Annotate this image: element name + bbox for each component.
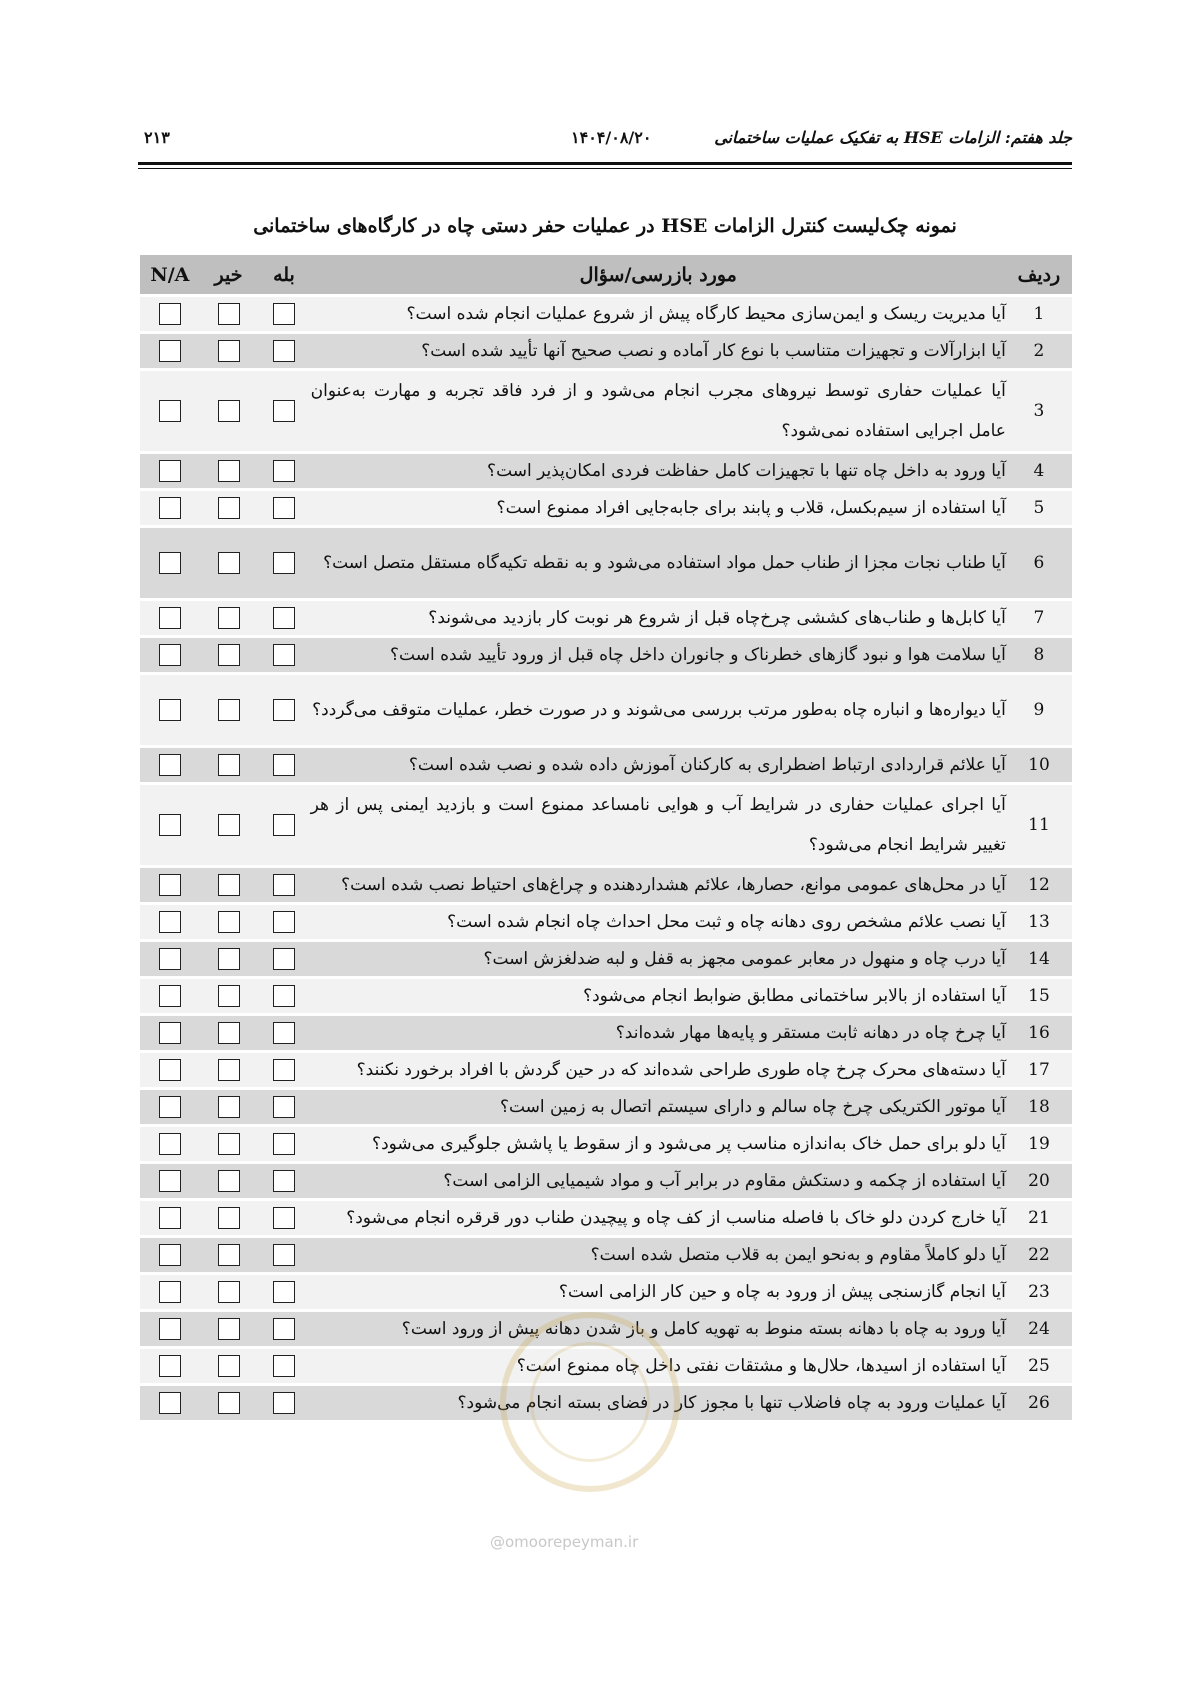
cell-yes xyxy=(257,370,310,453)
checkbox-na[interactable] xyxy=(159,607,181,629)
cell-no xyxy=(200,1274,258,1311)
cell-yes xyxy=(257,867,310,904)
cell-na xyxy=(140,1385,200,1422)
cell-no xyxy=(200,1348,258,1385)
checkbox-no[interactable] xyxy=(218,644,240,666)
inspection-question: آیا استفاده از چکمه و دستکش مقاوم در برابر آب و مواد شیمیایی الزامی است؟ xyxy=(311,1163,1006,1200)
checkbox-no[interactable] xyxy=(218,814,240,836)
checkbox-na[interactable] xyxy=(159,303,181,325)
cell-yes xyxy=(257,1052,310,1089)
inspection-question: آیا کابل‌ها و طناب‌های کششی چرخ‌چاه قبل از شروع هر نوبت کار بازدید می‌شوند؟ xyxy=(311,600,1006,637)
table-row xyxy=(140,1126,1072,1163)
checkbox-yes[interactable] xyxy=(273,985,295,1007)
page-number: ۲۱۳ xyxy=(144,128,170,147)
footer-url: @omoorepeyman.ir xyxy=(490,1533,639,1551)
checkbox-no[interactable] xyxy=(218,874,240,896)
inspection-question: آیا نصب علائم مشخص روی دهانه چاه و ثبت محل احداث چاه انجام شده است؟ xyxy=(311,904,1006,941)
checkbox-yes[interactable] xyxy=(273,303,295,325)
checkbox-na[interactable] xyxy=(159,1022,181,1044)
row-number: 9 xyxy=(1006,674,1072,747)
header-title: جلد هفتم: الزامات HSE به تفکیک عملیات ساختمانی xyxy=(714,128,1072,147)
checkbox-yes[interactable] xyxy=(273,699,295,721)
checkbox-yes[interactable] xyxy=(273,400,295,422)
cell-na xyxy=(140,867,200,904)
row-number: 1 xyxy=(1006,296,1072,333)
inspection-question: آیا استفاده از بالابر ساختمانی مطابق ضوابط انجام می‌شود؟ xyxy=(311,978,1006,1015)
row-number: 3 xyxy=(1006,370,1072,453)
table-row xyxy=(140,1015,1072,1052)
inspection-question: آیا ورود به چاه با دهانه بسته منوط به تهویه کامل و باز شدن دهانه پیش از ورود است؟ xyxy=(311,1311,1006,1348)
cell-na xyxy=(140,370,200,453)
cell-na xyxy=(140,1274,200,1311)
table-row xyxy=(140,333,1072,370)
checkbox-no[interactable] xyxy=(218,460,240,482)
checkbox-yes[interactable] xyxy=(273,1318,295,1340)
checkbox-na[interactable] xyxy=(159,1170,181,1192)
cell-yes xyxy=(257,1274,310,1311)
row-number: 12 xyxy=(1006,867,1072,904)
row-number: 26 xyxy=(1006,1385,1072,1422)
cell-na xyxy=(140,333,200,370)
checkbox-yes[interactable] xyxy=(273,340,295,362)
checkbox-na[interactable] xyxy=(159,948,181,970)
checkbox-yes[interactable] xyxy=(273,1133,295,1155)
checkbox-no[interactable] xyxy=(218,1133,240,1155)
cell-yes xyxy=(257,637,310,674)
inspection-question: آیا دلو برای حمل خاک به‌اندازه مناسب پر می‌شود و از سقوط یا پاشش جلوگیری می‌شود؟ xyxy=(311,1126,1006,1163)
row-number: 19 xyxy=(1006,1126,1072,1163)
checkbox-yes[interactable] xyxy=(273,1059,295,1081)
cell-yes xyxy=(257,333,310,370)
table-row xyxy=(140,637,1072,674)
cell-no xyxy=(200,904,258,941)
column-header-yes: بله xyxy=(257,255,310,296)
cell-no xyxy=(200,674,258,747)
checkbox-yes[interactable] xyxy=(273,911,295,933)
cell-yes xyxy=(257,1089,310,1126)
checkbox-yes[interactable] xyxy=(273,1022,295,1044)
table-row xyxy=(140,296,1072,333)
cell-yes xyxy=(257,1311,310,1348)
cell-na xyxy=(140,490,200,527)
table-row xyxy=(140,1089,1072,1126)
checkbox-yes[interactable] xyxy=(273,460,295,482)
cell-na xyxy=(140,1200,200,1237)
cell-no xyxy=(200,784,258,867)
cell-na xyxy=(140,600,200,637)
cell-na xyxy=(140,747,200,784)
inspection-question: آیا استفاده از سیم‌بکسل، قلاب و پابند برای جابه‌جایی افراد ممنوع است؟ xyxy=(311,490,1006,527)
table-row xyxy=(140,867,1072,904)
row-number: 7 xyxy=(1006,600,1072,637)
checkbox-na[interactable] xyxy=(159,552,181,574)
row-number: 20 xyxy=(1006,1163,1072,1200)
table-row xyxy=(140,370,1072,453)
checkbox-no[interactable] xyxy=(218,754,240,776)
cell-no xyxy=(200,1237,258,1274)
checkbox-na[interactable] xyxy=(159,340,181,362)
cell-yes xyxy=(257,600,310,637)
checkbox-no[interactable] xyxy=(218,1355,240,1377)
row-number: 15 xyxy=(1006,978,1072,1015)
cell-no xyxy=(200,747,258,784)
checkbox-yes[interactable] xyxy=(273,1170,295,1192)
column-header-na: N/A xyxy=(140,255,200,296)
checkbox-no[interactable] xyxy=(218,985,240,1007)
cell-no xyxy=(200,296,258,333)
checkbox-no[interactable] xyxy=(218,1318,240,1340)
checkbox-na[interactable] xyxy=(159,814,181,836)
row-number: 21 xyxy=(1006,1200,1072,1237)
cell-no xyxy=(200,1385,258,1422)
cell-na xyxy=(140,1126,200,1163)
table-row xyxy=(140,1311,1072,1348)
checkbox-na[interactable] xyxy=(159,1096,181,1118)
checkbox-no[interactable] xyxy=(218,303,240,325)
table-row xyxy=(140,1348,1072,1385)
checkbox-no[interactable] xyxy=(218,607,240,629)
table-row xyxy=(140,490,1072,527)
row-number: 13 xyxy=(1006,904,1072,941)
checkbox-na[interactable] xyxy=(159,1244,181,1266)
cell-na xyxy=(140,296,200,333)
checklist-title: نمونه چک‌لیست کنترل الزامات HSE در عملیات حفر دستی چاه در کارگاه‌های ساختمانی xyxy=(253,215,957,237)
checkbox-na[interactable] xyxy=(159,874,181,896)
column-header-row-number: ردیف xyxy=(1006,255,1072,296)
checkbox-yes[interactable] xyxy=(273,1207,295,1229)
checkbox-na[interactable] xyxy=(159,460,181,482)
cell-yes xyxy=(257,1126,310,1163)
table-row xyxy=(140,784,1072,867)
table-row xyxy=(140,1237,1072,1274)
cell-no xyxy=(200,1052,258,1089)
checkbox-no[interactable] xyxy=(218,400,240,422)
table-row xyxy=(140,527,1072,600)
checkbox-no[interactable] xyxy=(218,948,240,970)
cell-na xyxy=(140,784,200,867)
checkbox-no[interactable] xyxy=(218,552,240,574)
checkbox-na[interactable] xyxy=(159,911,181,933)
row-number: 22 xyxy=(1006,1237,1072,1274)
inspection-question: آیا دلو کاملاً مقاوم و به‌نحو ایمن به قلاب متصل شده است؟ xyxy=(311,1237,1006,1274)
row-number: 4 xyxy=(1006,453,1072,490)
cell-na xyxy=(140,1089,200,1126)
cell-yes xyxy=(257,674,310,747)
cell-no xyxy=(200,1089,258,1126)
cell-no xyxy=(200,527,258,600)
cell-no xyxy=(200,453,258,490)
cell-na xyxy=(140,1237,200,1274)
row-number: 23 xyxy=(1006,1274,1072,1311)
checkbox-no[interactable] xyxy=(218,1170,240,1192)
column-header-no: خیر xyxy=(200,255,258,296)
inspection-question: آیا عملیات حفاری توسط نیروهای مجرب انجام می‌شود و از فرد فاقد تجربه و مهارت به‌عنوان عامل اجرایی استفاده نمی‌شود؟ xyxy=(311,370,1006,453)
row-number: 17 xyxy=(1006,1052,1072,1089)
checkbox-yes[interactable] xyxy=(273,1281,295,1303)
row-number: 18 xyxy=(1006,1089,1072,1126)
checkbox-no[interactable] xyxy=(218,497,240,519)
header-rule-thin xyxy=(138,168,1072,169)
cell-yes xyxy=(257,1163,310,1200)
checkbox-no[interactable] xyxy=(218,1207,240,1229)
checkbox-na[interactable] xyxy=(159,644,181,666)
header-rule-thick xyxy=(138,162,1072,165)
checkbox-yes[interactable] xyxy=(273,754,295,776)
row-number: 24 xyxy=(1006,1311,1072,1348)
checkbox-no[interactable] xyxy=(218,1059,240,1081)
cell-no xyxy=(200,1015,258,1052)
cell-na xyxy=(140,527,200,600)
checkbox-yes[interactable] xyxy=(273,497,295,519)
cell-no xyxy=(200,1126,258,1163)
checkbox-yes[interactable] xyxy=(273,607,295,629)
inspection-question: آیا چرخ چاه در دهانه ثابت مستقر و پایه‌ها مهار شده‌اند؟ xyxy=(311,1015,1006,1052)
cell-yes xyxy=(257,784,310,867)
row-number: 10 xyxy=(1006,747,1072,784)
checkbox-no[interactable] xyxy=(218,699,240,721)
cell-na xyxy=(140,674,200,747)
cell-no xyxy=(200,1311,258,1348)
checkbox-no[interactable] xyxy=(218,1244,240,1266)
table-row xyxy=(140,453,1072,490)
inspection-question: آیا دیواره‌ها و انباره چاه به‌طور مرتب بررسی می‌شوند و در صورت خطر، عملیات متوقف می‌گردد؟ xyxy=(311,674,1006,747)
table-row xyxy=(140,1385,1072,1422)
cell-no xyxy=(200,490,258,527)
checkbox-na[interactable] xyxy=(159,754,181,776)
table-row xyxy=(140,1274,1072,1311)
page-header xyxy=(138,126,1072,152)
cell-yes xyxy=(257,1200,310,1237)
inspection-question: آیا درب چاه و منهول در معابر عمومی مجهز به قفل و لبه ضدلغزش است؟ xyxy=(311,941,1006,978)
checkbox-yes[interactable] xyxy=(273,1355,295,1377)
cell-na xyxy=(140,941,200,978)
checkbox-na[interactable] xyxy=(159,1207,181,1229)
cell-na xyxy=(140,453,200,490)
checkbox-na[interactable] xyxy=(159,497,181,519)
checkbox-no[interactable] xyxy=(218,1281,240,1303)
checkbox-yes[interactable] xyxy=(273,1244,295,1266)
inspection-question: آیا عملیات ورود به چاه فاضلاب تنها با مجوز کار در فضای بسته انجام می‌شود؟ xyxy=(311,1385,1006,1422)
inspection-question: آیا سلامت هوا و نبود گازهای خطرناک و جانوران داخل چاه قبل از ورود تأیید شده است؟ xyxy=(311,637,1006,674)
table-row xyxy=(140,941,1072,978)
cell-yes xyxy=(257,904,310,941)
row-number: 11 xyxy=(1006,784,1072,867)
checkbox-na[interactable] xyxy=(159,1318,181,1340)
cell-no xyxy=(200,1163,258,1200)
cell-yes xyxy=(257,1385,310,1422)
inspection-question: آیا طناب نجات مجزا از طناب حمل مواد استفاده می‌شود و به نقطه تکیه‌گاه مستقل متصل است؟ xyxy=(311,527,1006,600)
cell-yes xyxy=(257,453,310,490)
checkbox-yes[interactable] xyxy=(273,1096,295,1118)
inspection-question: آیا در محل‌های عمومی موانع، حصارها، علائم هشداردهنده و چراغ‌های احتیاط نصب شده است؟ xyxy=(311,867,1006,904)
row-number: 2 xyxy=(1006,333,1072,370)
row-number: 6 xyxy=(1006,527,1072,600)
header-date: ۱۴۰۴/۰۸/۲۰ xyxy=(571,128,652,147)
cell-no xyxy=(200,333,258,370)
cell-yes xyxy=(257,1348,310,1385)
table-row xyxy=(140,1163,1072,1200)
checkbox-na[interactable] xyxy=(159,1281,181,1303)
cell-yes xyxy=(257,978,310,1015)
cell-yes xyxy=(257,490,310,527)
table-row xyxy=(140,747,1072,784)
checkbox-yes[interactable] xyxy=(273,1392,295,1414)
row-number: 16 xyxy=(1006,1015,1072,1052)
checkbox-na[interactable] xyxy=(159,985,181,1007)
checkbox-na[interactable] xyxy=(159,1133,181,1155)
cell-yes xyxy=(257,747,310,784)
cell-na xyxy=(140,1163,200,1200)
inspection-question: آیا علائم قراردادی ارتباط اضطراری به کارکنان آموزش داده شده و نصب شده است؟ xyxy=(311,747,1006,784)
cell-no xyxy=(200,941,258,978)
checkbox-yes[interactable] xyxy=(273,948,295,970)
checkbox-na[interactable] xyxy=(159,400,181,422)
row-number: 25 xyxy=(1006,1348,1072,1385)
table-row xyxy=(140,1052,1072,1089)
cell-yes xyxy=(257,296,310,333)
inspection-question: آیا موتور الکتریکی چرخ چاه سالم و دارای سیستم اتصال به زمین است؟ xyxy=(311,1089,1006,1126)
checkbox-no[interactable] xyxy=(218,1096,240,1118)
cell-no xyxy=(200,637,258,674)
checkbox-yes[interactable] xyxy=(273,814,295,836)
cell-no xyxy=(200,978,258,1015)
column-header-item: مورد بازرسی/سؤال xyxy=(311,255,1006,296)
table-row xyxy=(140,904,1072,941)
cell-yes xyxy=(257,1237,310,1274)
table-row xyxy=(140,600,1072,637)
inspection-question: آیا اجرای عملیات حفاری در شرایط آب و هوایی نامساعد ممنوع است و بازدید ایمنی پس از هر تغییر شرایط انجام می‌شود؟ xyxy=(311,784,1006,867)
cell-no xyxy=(200,867,258,904)
cell-na xyxy=(140,1348,200,1385)
table-row xyxy=(140,674,1072,747)
cell-no xyxy=(200,600,258,637)
cell-na xyxy=(140,904,200,941)
table-row xyxy=(140,978,1072,1015)
row-number: 5 xyxy=(1006,490,1072,527)
checkbox-no[interactable] xyxy=(218,340,240,362)
checkbox-na[interactable] xyxy=(159,699,181,721)
cell-na xyxy=(140,1052,200,1089)
checkbox-na[interactable] xyxy=(159,1059,181,1081)
checkbox-no[interactable] xyxy=(218,1022,240,1044)
cell-yes xyxy=(257,1015,310,1052)
checklist-table xyxy=(140,255,1072,1423)
cell-na xyxy=(140,1311,200,1348)
inspection-question: آیا مدیریت ریسک و ایمن‌سازی محیط کارگاه پیش از شروع عملیات انجام شده است؟ xyxy=(311,296,1006,333)
inspection-question: آیا خارج کردن دلو خاک با فاصله مناسب از کف چاه و پیچیدن طناب دور قرقره انجام می‌شود؟ xyxy=(311,1200,1006,1237)
cell-na xyxy=(140,637,200,674)
checkbox-yes[interactable] xyxy=(273,644,295,666)
inspection-question: آیا استفاده از اسیدها، حلال‌ها و مشتقات نفتی داخل چاه ممنوع است؟ xyxy=(311,1348,1006,1385)
checkbox-na[interactable] xyxy=(159,1392,181,1414)
checklist-body xyxy=(140,296,1072,1422)
checkbox-yes[interactable] xyxy=(273,552,295,574)
checkbox-yes[interactable] xyxy=(273,874,295,896)
cell-yes xyxy=(257,941,310,978)
row-number: 14 xyxy=(1006,941,1072,978)
cell-no xyxy=(200,370,258,453)
cell-na xyxy=(140,1015,200,1052)
table-row xyxy=(140,1200,1072,1237)
inspection-question: آیا دسته‌های محرک چرخ چاه طوری طراحی شده‌اند که در حین گردش با افراد برخورد نکنند؟ xyxy=(311,1052,1006,1089)
cell-no xyxy=(200,1200,258,1237)
inspection-question: آیا ورود به داخل چاه تنها با تجهیزات کامل حفاظت فردی امکان‌پذیر است؟ xyxy=(311,453,1006,490)
checkbox-na[interactable] xyxy=(159,1355,181,1377)
table-header-row xyxy=(140,255,1072,296)
inspection-question: آیا ابزارآلات و تجهیزات متناسب با نوع کار آماده و نصب صحیح آنها تأیید شده است؟ xyxy=(311,333,1006,370)
inspection-question: آیا انجام گازسنجی پیش از ورود به چاه و حین کار الزامی است؟ xyxy=(311,1274,1006,1311)
checkbox-no[interactable] xyxy=(218,911,240,933)
row-number: 8 xyxy=(1006,637,1072,674)
cell-yes xyxy=(257,527,310,600)
cell-na xyxy=(140,978,200,1015)
checkbox-no[interactable] xyxy=(218,1392,240,1414)
